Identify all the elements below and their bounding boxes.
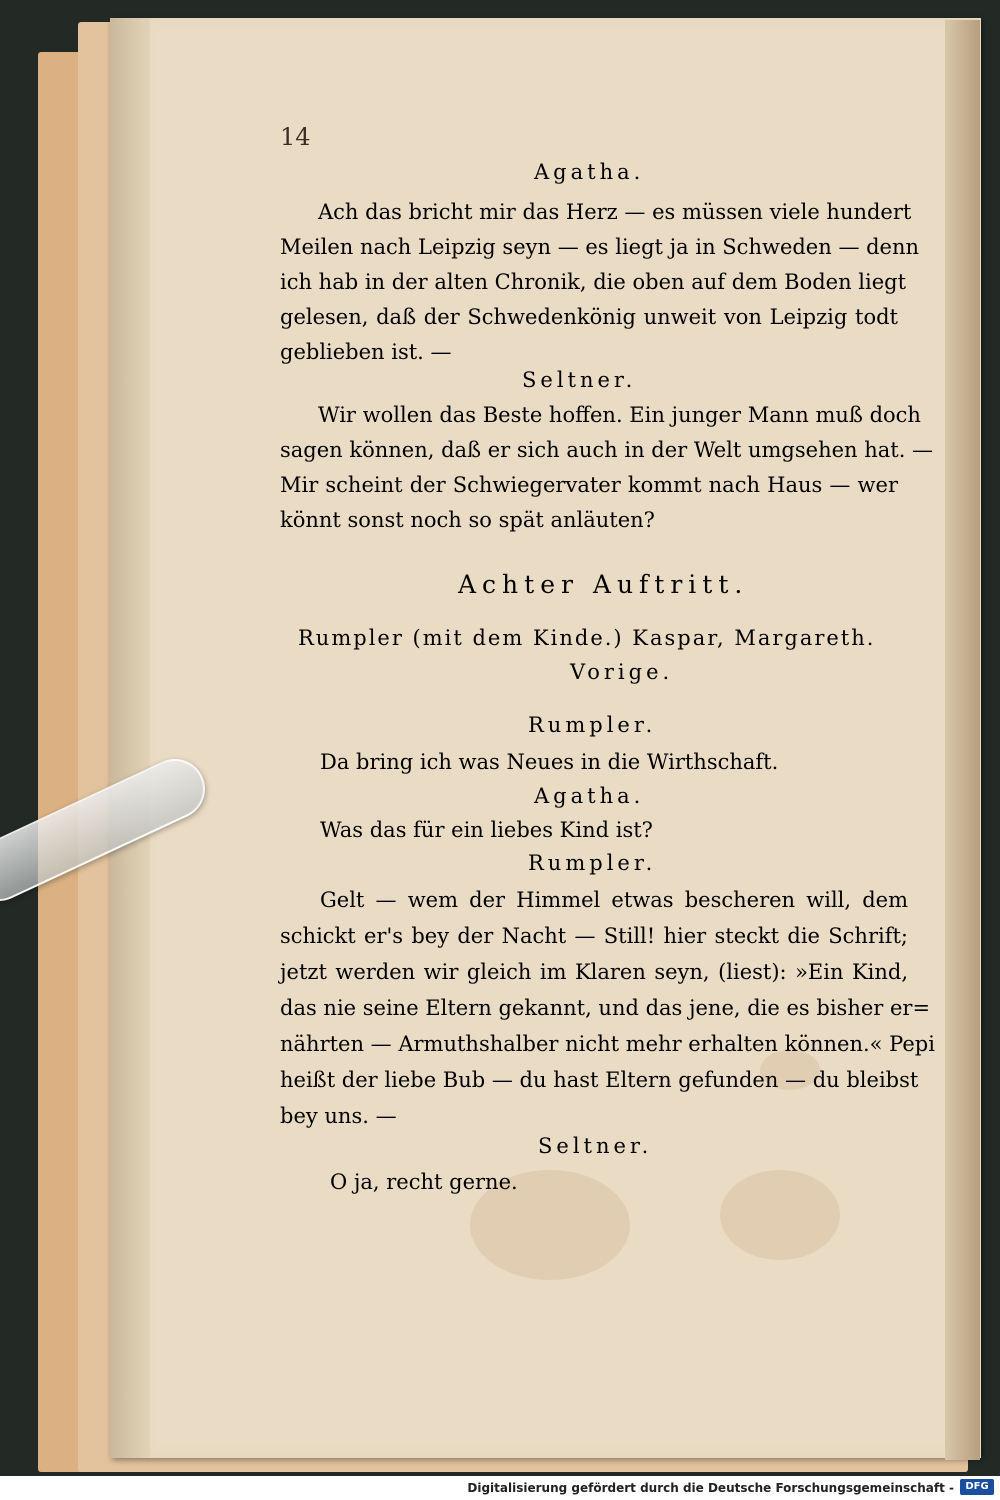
text-line: Ach das bricht mir das Herz — es müssen viele hundert <box>318 200 912 224</box>
text-line: Wir wollen das Beste hoffen. Ein junger Mann muß doch <box>318 403 921 427</box>
text-line: Was das für ein liebes Kind ist? <box>320 818 653 842</box>
scene-heading: Achter Auftritt. <box>458 570 749 599</box>
page-gutter <box>110 18 150 1458</box>
text-line: gelesen, daß der Schwedenkönig unweit von Leipzig todt <box>280 305 898 329</box>
text-line: das nie seine Eltern gekannt, und das jene, die es bisher er= <box>280 996 931 1020</box>
page-right-edge <box>945 20 980 1460</box>
cast-line: Vorige. <box>570 660 674 684</box>
speaker-seltner: Seltner. <box>538 1134 653 1158</box>
text-line: bey uns. — <box>280 1104 397 1128</box>
footer-bar <box>0 1476 1000 1500</box>
text-line: O ja, recht gerne. <box>330 1170 518 1194</box>
text-line: geblieben ist. — <box>280 340 452 364</box>
cast-line: Rumpler (mit dem Kinde.) Kaspar, Margareth. <box>298 626 876 650</box>
text-line: Meilen nach Leipzig seyn — es liegt ja in Schweden — denn <box>280 235 920 259</box>
footer-credit: Digitalisierung gefördert durch die Deutsche Forschungsgemeinschaft - <box>467 1481 954 1495</box>
page-stain <box>720 1170 840 1260</box>
speaker-rumpler: Rumpler. <box>528 851 657 875</box>
text-line: nährten — Armuthshalber nicht mehr erhalten können.« Pepi <box>280 1032 935 1056</box>
dfg-logo-icon: DFG <box>960 1479 994 1495</box>
text-line: ich hab in der alten Chronik, die oben auf dem Boden liegt <box>280 270 907 294</box>
text-line: heißt der liebe Bub — du hast Eltern gefunden — du bleibst <box>280 1068 919 1092</box>
speaker-rumpler: Rumpler. <box>528 713 657 737</box>
text-line: schickt er's bey der Nacht — Still! hier steckt die Schrift; <box>280 924 908 948</box>
text-line: jetzt werden wir gleich im Klaren seyn, (liest): »Ein Kind, <box>280 960 908 984</box>
speaker-agatha: Agatha. <box>534 160 645 184</box>
speaker-seltner: Seltner. <box>522 368 637 392</box>
text-line: Gelt — wem der Himmel etwas bescheren will, dem <box>320 888 908 912</box>
page-number: 14 <box>280 123 311 151</box>
speaker-agatha: Agatha. <box>534 784 645 808</box>
text-line: Da bring ich was Neues in die Wirthschaft. <box>320 750 779 774</box>
text-line: sagen können, daß er sich auch in der Welt umgsehen hat. — <box>280 438 934 462</box>
text-line: könnt sonst noch so spät anläuten? <box>280 508 655 532</box>
text-line: Mir scheint der Schwiegervater kommt nach Haus — wer <box>280 473 898 497</box>
